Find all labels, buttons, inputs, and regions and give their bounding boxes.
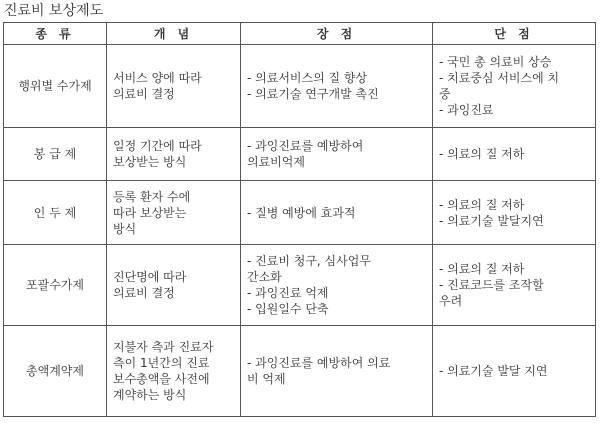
row-concept xyxy=(107,245,241,326)
text-line: - 진료비 청구, 심사업무 xyxy=(247,254,371,268)
text-line: 의료비 결정 xyxy=(113,87,175,101)
text-line: - 질병 예방에 효과적 xyxy=(247,205,356,220)
header-type: 종 류 xyxy=(4,23,107,45)
text-line: 보수총액을 사전에 xyxy=(113,372,210,386)
text-line: 일정 기간에 따라 xyxy=(113,139,202,153)
row-type: 봉 급 제 xyxy=(4,128,107,181)
row-type: 포괄수가제 xyxy=(4,245,107,326)
text-line: 등록 환자 수에 xyxy=(113,189,191,204)
table-row xyxy=(4,128,596,181)
header-row xyxy=(4,23,596,45)
text-line: 진단명에 따라 xyxy=(113,270,187,284)
text-line: - 의료의 질 저하 xyxy=(439,262,525,276)
row-disadvantages xyxy=(433,245,596,326)
row-disadvantages xyxy=(433,181,596,245)
text-line: 측이 1년간의 진료 xyxy=(113,356,210,370)
text-line: 지불자 측과 진료자 xyxy=(113,340,214,354)
table-row xyxy=(4,45,596,128)
text-line: - 과잉진료를 예방하여 xyxy=(247,139,364,153)
text-line: - 국민 총 의료비 상승 xyxy=(439,55,552,69)
header-concept: 개 념 xyxy=(107,23,241,45)
row-type: 인 두 제 xyxy=(4,181,107,245)
text-line: - 과잉진료를 예방하여 의료 xyxy=(247,356,391,370)
text-line: - 의료의 질 저하 xyxy=(439,147,525,161)
row-advantages xyxy=(241,128,433,181)
text-line: 비 억제 xyxy=(247,372,286,386)
row-concept xyxy=(107,181,241,245)
text-line: - 의료기술 연구개발 촉진 xyxy=(247,87,379,101)
header-disadvantages: 단 점 xyxy=(433,23,596,45)
text-line: - 의료의 질 저하 xyxy=(439,197,525,212)
text-line: 서비스 양에 따라 xyxy=(113,71,202,85)
row-advantages xyxy=(241,181,433,245)
text-line: - 진료코드를 조작할 xyxy=(439,278,544,292)
text-line: 계약하는 방식 xyxy=(113,388,187,402)
row-advantages xyxy=(241,326,433,417)
text-line: - 입원일수 단축 xyxy=(247,302,329,316)
row-concept xyxy=(107,45,241,128)
row-concept xyxy=(107,326,241,417)
row-disadvantages xyxy=(433,45,596,128)
row-advantages xyxy=(241,45,433,128)
row-concept xyxy=(107,128,241,181)
text-line: 방식 xyxy=(113,221,137,236)
row-disadvantages xyxy=(433,128,596,181)
text-line: 간소화 xyxy=(247,270,282,284)
table-row xyxy=(4,245,596,326)
text-line: - 의료기술 발달 지연 xyxy=(439,364,548,378)
row-disadvantages xyxy=(433,326,596,417)
text-line: - 의료서비스의 질 향상 xyxy=(247,71,368,85)
row-advantages xyxy=(241,245,433,326)
text-line: - 치료중심 서비스에 치 xyxy=(439,71,560,85)
document-title: 진료비 보상제도 xyxy=(4,3,104,19)
row-type: 총액계약제 xyxy=(4,326,107,417)
text-line: 의료비 결정 xyxy=(113,286,175,300)
table-row xyxy=(4,326,596,417)
text-line: 우려 xyxy=(439,294,463,308)
text-line: - 의료기술 발달지연 xyxy=(439,213,544,228)
text-line: 중 xyxy=(439,87,451,101)
text-line: 따라 보상받는 xyxy=(113,205,187,220)
text-line: - 과잉진료 억제 xyxy=(247,286,329,300)
table-row xyxy=(4,181,596,245)
row-type: 행위별 수가제 xyxy=(4,45,107,128)
text-line: - 과잉진료 xyxy=(439,103,494,117)
text-line: 의료비억제 xyxy=(247,155,305,169)
header-advantages: 장 점 xyxy=(241,23,433,45)
text-line: 보상받는 방식 xyxy=(113,155,187,169)
comparison-table xyxy=(3,22,596,417)
